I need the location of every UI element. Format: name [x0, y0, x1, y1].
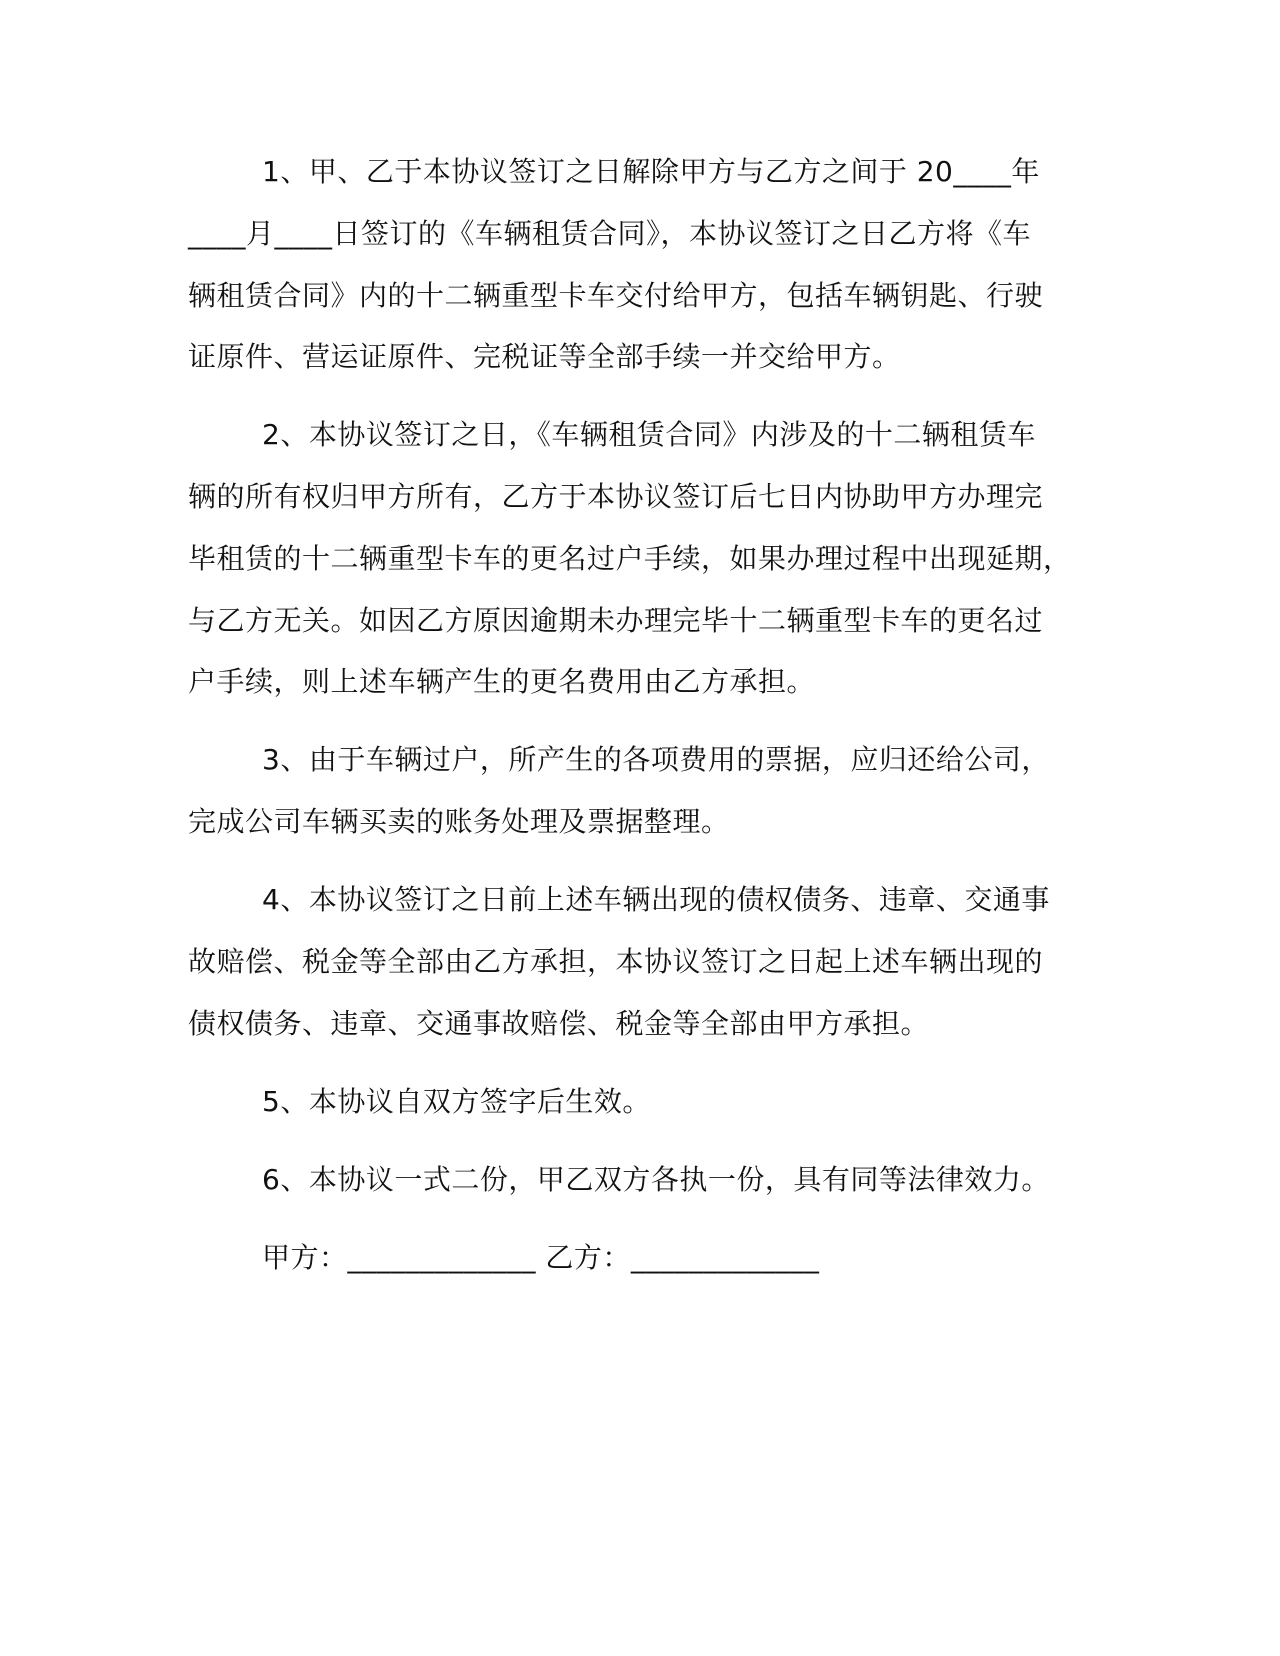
clause-4-line-3: 债权债务、违章、交通事故赔偿、税金等全部由甲方承担。: [188, 1007, 930, 1040]
clause-4-line-2: 故赔偿、税金等全部由乙方承担，本协议签订之日起上述车辆出现的: [188, 945, 1044, 978]
clause-1-line-3: 辆租赁合同》内的十二辆重型卡车交付给甲方，包括车辆钥匙、行驶: [188, 279, 1044, 312]
clause-5-line-1: 5、本协议自双方签字后生效。: [262, 1085, 651, 1118]
clause-1-line-1: 1、甲、乙于本协议签订之日解除甲方与乙方之间于 20____年: [262, 155, 1040, 188]
clause-1-line-2: ____月____日签订的《车辆租赁合同》，本协议签订之日乙方将《车: [188, 217, 1032, 250]
clause-2-line-4: 与乙方无关。如因乙方原因逾期未办理完毕十二辆重型卡车的更名过: [188, 604, 1044, 637]
clause-4-line-1: 4、本协议签订之日前上述车辆出现的债权债务、违章、交通事: [262, 883, 1050, 916]
signature-line: 甲方：_____________ 乙方：_____________: [262, 1241, 820, 1274]
clause-2-line-3: 毕租赁的十二辆重型卡车的更名过户手续，如果办理过程中出现延期，: [188, 542, 1072, 575]
clause-1-line-4: 证原件、营运证原件、完税证等全部手续一并交给甲方。: [188, 340, 901, 373]
clause-2-line-5: 户手续，则上述车辆产生的更名费用由乙方承担。: [188, 665, 816, 698]
clause-2-line-1: 2、本协议签订之日，《车辆租赁合同》内涉及的十二辆租赁车: [262, 418, 1036, 451]
clause-3-line-1: 3、由于车辆过户，所产生的各项费用的票据，应归还给公司，: [262, 743, 1050, 776]
clause-2-line-2: 辆的所有权归甲方所有，乙方于本协议签订后七日内协助甲方办理完: [188, 480, 1044, 513]
clause-3-line-2: 完成公司车辆买卖的账务处理及票据整理。: [188, 805, 730, 838]
clause-6-line-1: 6、本协议一式二份，甲乙双方各执一份，具有同等法律效力。: [262, 1163, 1050, 1196]
